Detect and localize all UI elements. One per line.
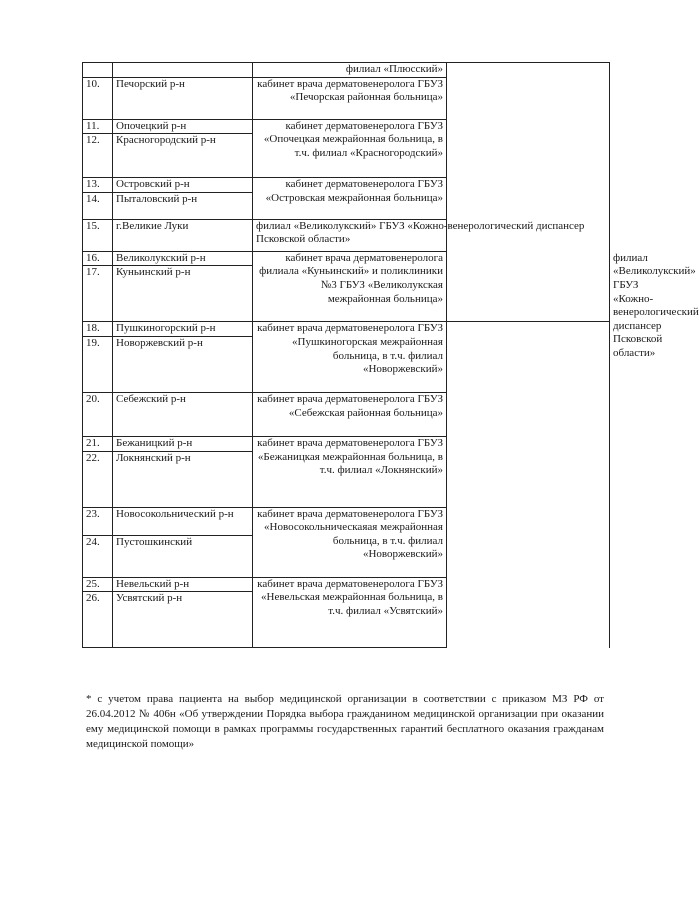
row-number: 24.	[83, 535, 113, 577]
district-name: Опочецкий р-н	[113, 119, 253, 134]
cabinet-cell: кабинет врача дерматовенеролога ГБУЗ «Себежская районная больница»	[253, 392, 447, 436]
row-number: 23.	[83, 507, 113, 535]
branch-cell-empty	[447, 63, 610, 322]
cabinet-cell: кабинет врача дерматовенеролога ГБУЗ «Печорская районная больница»	[253, 77, 447, 119]
district-name: Красногородский р-н	[113, 134, 253, 178]
row-number: 12.	[83, 134, 113, 178]
district-name: Великолукский р-н	[113, 251, 253, 266]
district-name: Пушкиногорский р-н	[113, 322, 253, 337]
row-number: 21.	[83, 436, 113, 451]
table-row	[83, 577, 610, 592]
cabinet-cell: кабинет дерматовенеролога ГБУЗ «Островская межрайонная больница»	[253, 178, 447, 220]
row-number: 25.	[83, 577, 113, 592]
district-name: Новосокольнический р-н	[113, 507, 253, 535]
row-number: 19.	[83, 336, 113, 392]
row-number: 11.	[83, 119, 113, 134]
row-number: 15.	[83, 219, 113, 251]
table-row	[83, 219, 610, 251]
district-name: Пустошкинский	[113, 535, 253, 577]
row-number: 13.	[83, 178, 113, 193]
cabinet-cell: кабинет врача дерматовенеролога ГБУЗ «Невельская межрайонная больница, в т.ч. филиал «Усвятский»	[253, 577, 447, 648]
district-name: Себежский р-н	[113, 392, 253, 436]
table-row	[83, 392, 610, 436]
table-row	[83, 436, 610, 451]
table-row	[83, 507, 610, 535]
district-name: Усвятский р-н	[113, 592, 253, 648]
cabinet-cell: кабинет врача дерматовенеролога филиала «Куньинский» и поликлиники №3 ГБУЗ «Великолукская межрайонная больница»	[253, 251, 447, 322]
district-name: Локнянский р-н	[113, 451, 253, 507]
cabinet-cell: кабинет врача дерматовенеролога ГБУЗ «Пушкиногорская межрайонная больница, в т.ч. филиал «Новоржевский»	[253, 322, 447, 393]
cabinet-cell: кабинет врача дерматовенеролога ГБУЗ «Бежаницкая межрайонная больница, в т.ч. филиал «Локнянский»	[253, 436, 447, 507]
district-name: г.Великие Луки	[113, 219, 253, 251]
table-row: 16. Великолукский р-н кабинет врача дерматовенеролога филиала «Куньинский» и поликлиники №3 ГБУЗ «Великолукская межрайонная больница» филиал «Великолукский» ГБУЗ «Кожно-венерологический диспансер Псковской области»	[83, 251, 610, 266]
cabinet-cell: кабинет дерматовенеролога ГБУЗ «Опочецкая межрайонная больница, в т.ч. филиал «Красногородский»	[253, 119, 447, 178]
district-name	[113, 63, 253, 78]
cabinet-cell: кабинет врача дерматовенеролога ГБУЗ «Новосокольническаяая межрайонная больница, в т.ч. филиал «Новоржевский»	[253, 507, 447, 577]
district-dermatology-table	[82, 62, 699, 648]
district-name: Новоржевский р-н	[113, 336, 253, 392]
row-number: 18.	[83, 322, 113, 337]
cabinet-cell: филиал «Плюсский»	[253, 63, 447, 78]
row-number: 10.	[83, 77, 113, 119]
table-row	[83, 322, 610, 337]
district-name: Куньинский р-н	[113, 266, 253, 322]
district-name: Невельский р-н	[113, 577, 253, 592]
row-number: 17.	[83, 266, 113, 322]
district-name: Печорский р-н	[113, 77, 253, 119]
row-number: 20.	[83, 392, 113, 436]
row-number: 16.	[83, 251, 113, 266]
cabinet-cell: филиал «Великолукский» ГБУЗ «Кожно-венерологический диспансер Псковской области»	[253, 219, 610, 251]
table-row	[83, 63, 610, 78]
row-number	[83, 63, 113, 78]
row-number: 22.	[83, 451, 113, 507]
district-name: Островский р-н	[113, 178, 253, 193]
footnote: * с учетом права пациента на выбор медицинской организации в соответствии с приказом МЗ РФ от 26.04.2012 № 406н «Об утверждении Порядка выбора гражданином медицинской организации при оказании ему медицинской помощи в рамках программы государственных гарантий бесплатного оказания гражданам медицинской помощи»	[86, 693, 604, 750]
row-number: 14.	[83, 192, 113, 219]
district-name: Пыталовский р-н	[113, 192, 253, 219]
row-number: 26.	[83, 592, 113, 648]
district-name: Бежаницкий р-н	[113, 436, 253, 451]
